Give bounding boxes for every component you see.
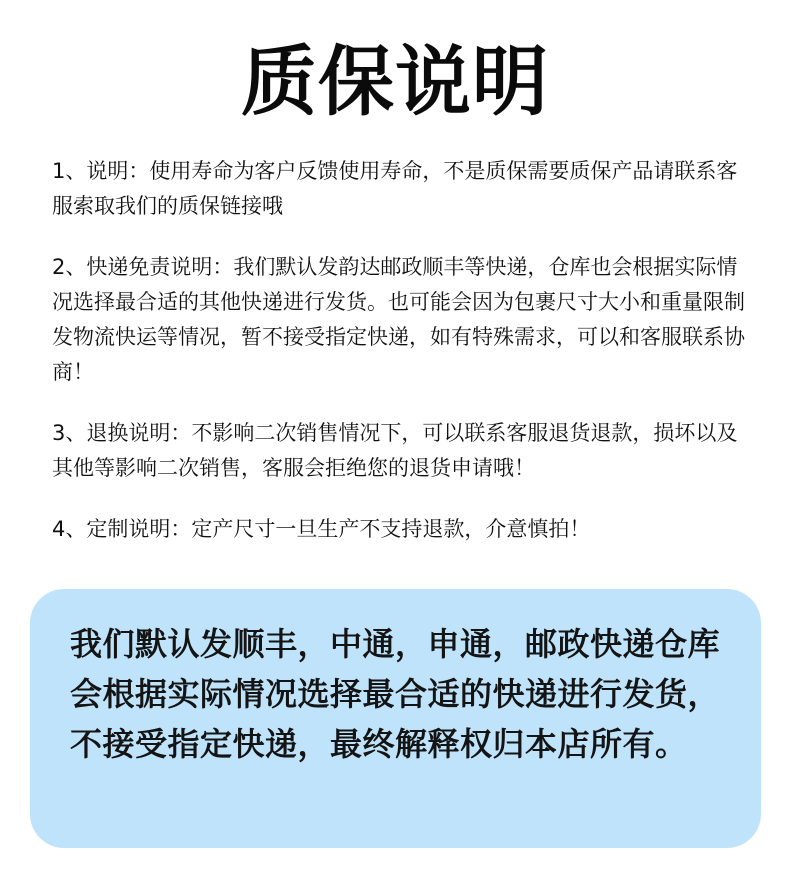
clause-list (52, 154, 752, 573)
shipping-notice-text: 我们默认发顺丰，中通，申通，邮政快递仓库会根据实际情况选择最合适的快递进行发货，不接受指定快递，最终解释权归本店所有。 (70, 625, 721, 763)
clause-custom-order: 4、定制说明：定产尺寸一旦生产不支持退款，介意慎拍！ (52, 517, 591, 541)
page-title: 质保说明 (241, 37, 549, 126)
clause-return-exchange: 3、退换说明：不影响二次销售情况下，可以联系客服退货退款，损坏以及其他等影响二次销售，客服会拒绝您的退货申请哦！ (52, 421, 738, 480)
clause-lifespan: 1、说明：使用寿命为客户反馈使用寿命，不是质保需要质保产品请联系客服索取我们的质保链接哦 (52, 159, 738, 218)
shipping-notice-box (30, 589, 761, 848)
clause-shipping-disclaimer: 2、快递免责说明：我们默认发韵达邮政顺丰等快递，仓库也会根据实际情况选择最合适的其他快递进行发货。也可能会因为包裹尺寸大小和重量限制发物流快运等情况，暂不接受指定快递，如有特殊需求，可以和客服联系协商！ (52, 255, 745, 384)
